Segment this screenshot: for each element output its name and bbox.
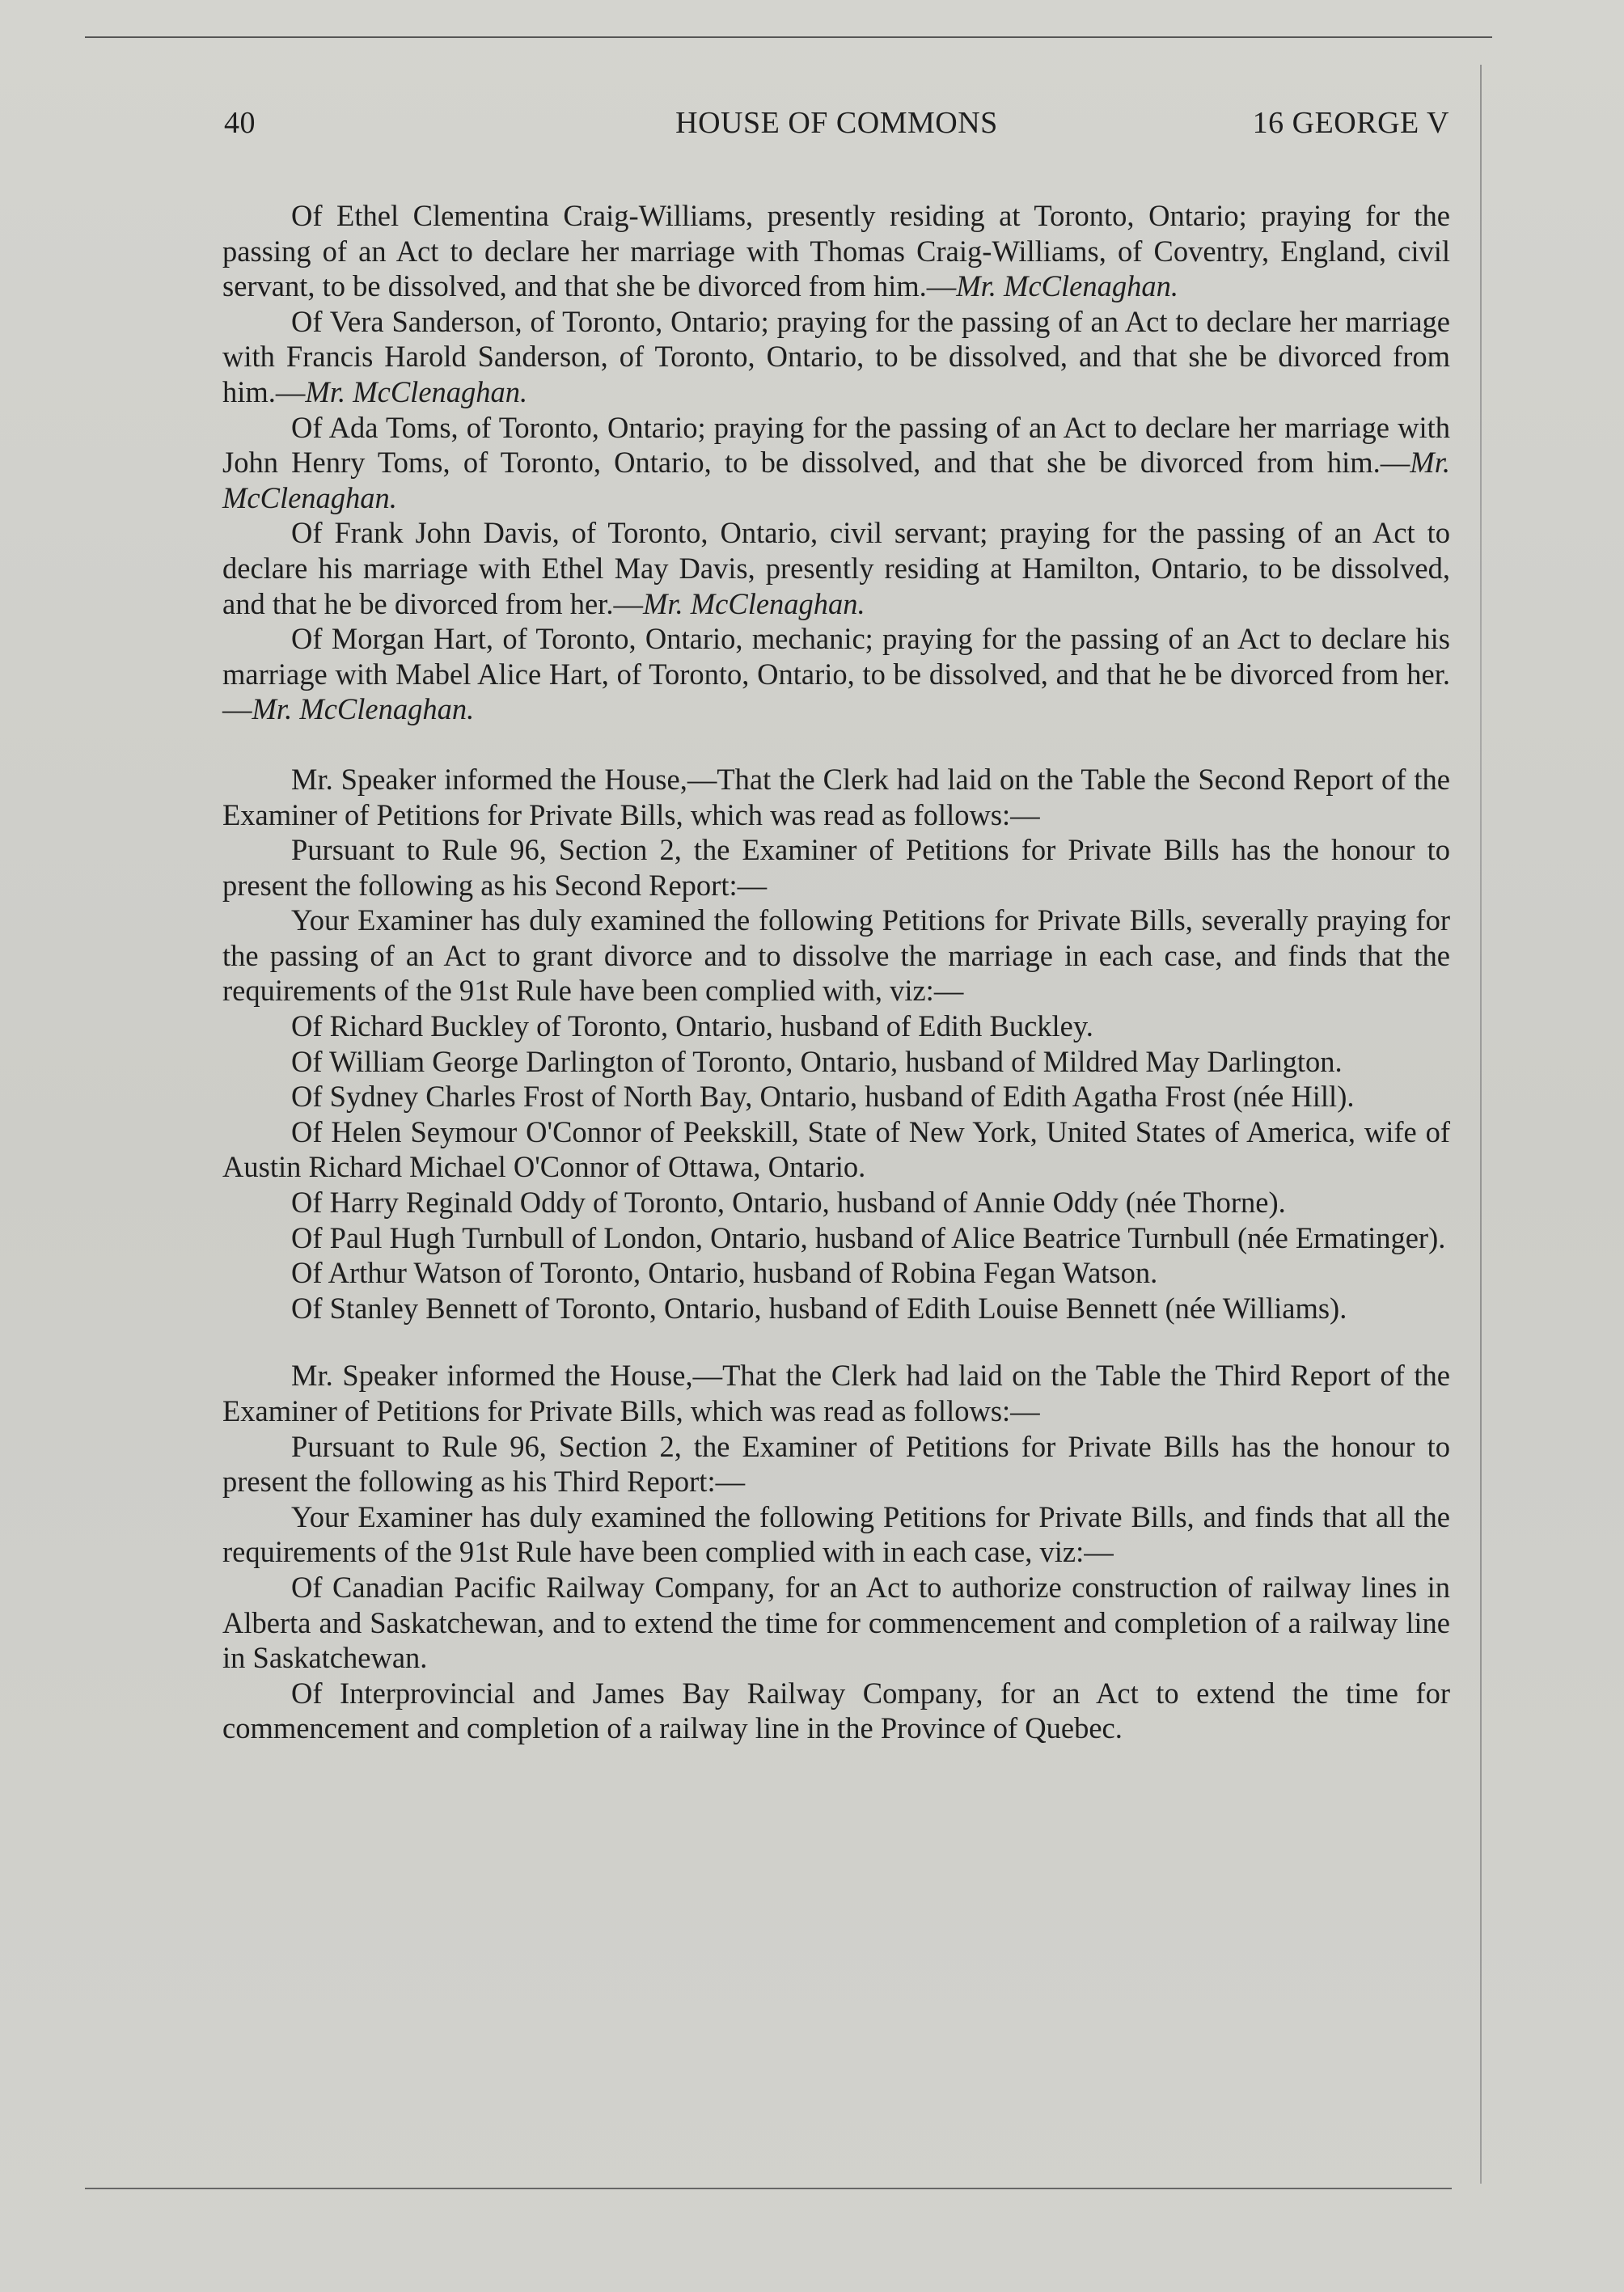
- third-report-intro: Mr. Speaker informed the House,—That the Clerk had laid on the Table the Third Report of the Examiner of Petitions for Private Bills, which was read as follows:—: [222, 1359, 1450, 1427]
- report-item: Of Interprovincial and James Bay Railway Company, for an Act to extend the time for commencement and completion of a railway line in the Province of Quebec.: [222, 1676, 1450, 1745]
- regnal-year: 16 GEORGE V: [1252, 106, 1449, 140]
- report-item: Of Canadian Pacific Railway Company, for an Act to authorize construction of railway lines in Alberta and Saskatchewan, and to extend the time for commencement and completion of a railway line in Saskatchewan.: [222, 1570, 1450, 1675]
- top-rule: [85, 36, 1492, 38]
- report-item: Of Stanley Bennett of Toronto, Ontario, husband of Edith Louise Bennett (née Williams).: [291, 1291, 1347, 1325]
- body-text: [222, 198, 1450, 1746]
- report-item: Of Arthur Watson of Toronto, Ontario, husband of Robina Fegan Watson.: [291, 1256, 1158, 1290]
- petition-paragraph: Of Morgan Hart, of Toronto, Ontario, mechanic; praying for the passing of an Act to declare his marriage with Mabel Alice Hart, of Toronto, Ontario, to be dissolved, and that he be divorced from her.—Mr. McClenaghan.: [222, 622, 1450, 726]
- report-item: Of William George Darlington of Toronto, Ontario, husband of Mildred May Darlington.: [291, 1044, 1343, 1078]
- mover-name: Mr. McClenaghan.: [642, 586, 865, 620]
- petition-paragraph: Of Frank John Davis, of Toronto, Ontario, civil servant; praying for the passing of an Act to declare his marriage with Ethel May Davis, presently residing at Hamilton, Ontario, to be dissolved, and that he be divorced from her.—Mr. McClenaghan.: [222, 516, 1450, 620]
- page-header: [224, 105, 1449, 146]
- right-margin-rule: [1480, 65, 1482, 2184]
- mover-name: Mr. McClenaghan.: [252, 692, 475, 726]
- report-item: Of Sydney Charles Frost of North Bay, Ontario, husband of Edith Agatha Frost (née Hill).: [291, 1080, 1355, 1114]
- mover-name: Mr. McClenaghan.: [305, 374, 528, 408]
- mover-name: Mr. McClenaghan.: [222, 446, 1450, 514]
- second-report-examined: Your Examiner has duly examined the following Petitions for Private Bills, severally praying for the passing of an Act to grant divorce and to dissolve the marriage in each case, and finds that the requirements of the 91st Rule have been complied with, viz:—: [222, 903, 1450, 1008]
- bottom-rule: [85, 2188, 1452, 2189]
- page-number: 40: [224, 106, 256, 140]
- second-report-intro: Mr. Speaker informed the House,—That the Clerk had laid on the Table the Second Report of the Examiner of Petitions for Private Bills, which was read as follows:—: [222, 762, 1450, 831]
- third-report-pursuant: Pursuant to Rule 96, Section 2, the Examiner of Petitions for Private Bills has the honour to present the following as his Third Report:—: [222, 1429, 1450, 1499]
- report-item: Of Harry Reginald Oddy of Toronto, Ontario, husband of Annie Oddy (née Thorne).: [291, 1186, 1286, 1220]
- report-item: Of Paul Hugh Turnbull of London, Ontario, husband of Alice Beatrice Turnbull (née Ermatinger).: [291, 1220, 1446, 1254]
- third-report-examined: Your Examiner has duly examined the following Petitions for Private Bills, and finds that all the requirements of the 91st Rule have been complied with in each case, viz:—: [222, 1499, 1450, 1569]
- second-report-pursuant: Pursuant to Rule 96, Section 2, the Examiner of Petitions for Private Bills has the honour to present the following as his Second Report:—: [222, 833, 1450, 902]
- report-item: Of Richard Buckley of Toronto, Ontario, husband of Edith Buckley.: [291, 1009, 1093, 1043]
- report-item: Of Helen Seymour O'Connor of Peekskill, State of New York, United States of America, wife of Austin Richard Michael O'Connor of Ottawa, Ontario.: [222, 1114, 1450, 1184]
- petition-paragraph: Of Ethel Clementina Craig-Williams, presently residing at Toronto, Ontario; praying for the passing of an Act to declare her marriage with Thomas Craig-Williams, of Coventry, England, civil servant, to be dissolved, and that she be divorced from him.—Mr. McClenaghan.: [222, 199, 1450, 303]
- petition-paragraph: Of Ada Toms, of Toronto, Ontario; praying for the passing of an Act to declare her marriage with John Henry Toms, of Toronto, Ontario, to be dissolved, and that she be divorced from him.—Mr. McClenaghan.: [222, 410, 1450, 514]
- petition-paragraph: Of Vera Sanderson, of Toronto, Ontario; praying for the passing of an Act to declare her marriage with Francis Harold Sanderson, of Toronto, Ontario, to be dissolved, and that she be divorced from him.—Mr. McClenaghan.: [222, 304, 1450, 408]
- running-title: HOUSE OF COMMONS: [675, 106, 998, 140]
- mover-name: Mr. McClenaghan.: [956, 269, 1178, 303]
